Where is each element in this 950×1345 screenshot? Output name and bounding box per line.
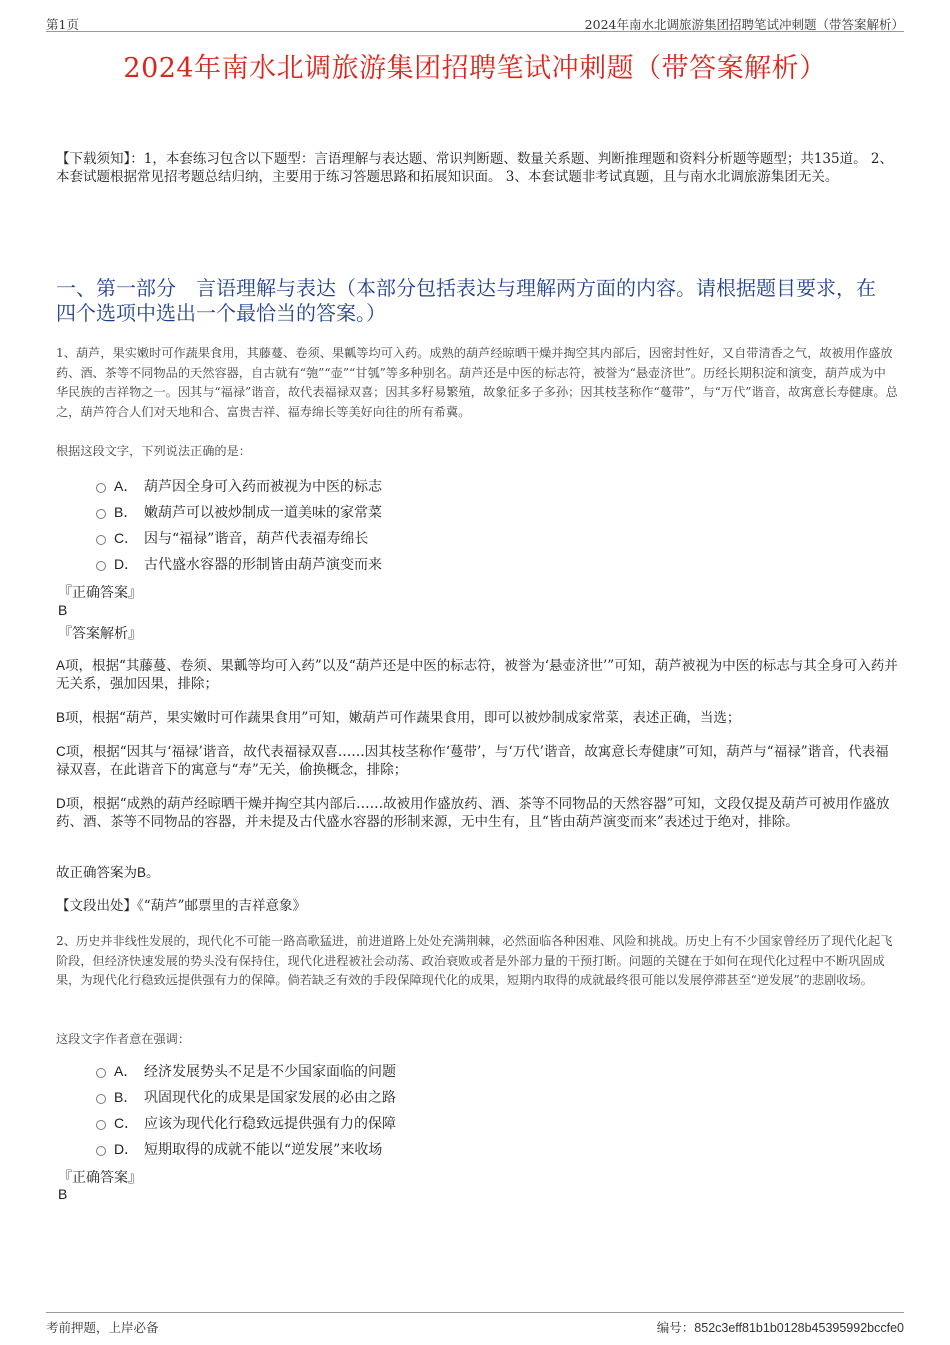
question-1-prompt: 根据这段文字，下列说法正确的是： (56, 444, 251, 458)
question-1-text: 1、葫芦，果实嫩时可作蔬果食用，其藤蔓、卷须、果瓤等均可入药。成熟的葫芦经晾晒干燥并掏空其内部后，因密封性好，又自带清香之气，故被用作盛放药、酒、茶等不同物品的天然容器，自古就有“匏”“壶”“甘瓠”等多种别名。葫芦还是中医的标志符，被誉为“悬壶济世”。历经长期积淀和演变，葫芦成为中华民族的吉祥物之一。因其与“福禄”谐音，故代表福禄双喜；因其多籽易繁殖，故象征多子多孙；因其枝茎称作“蔓带”，与“万代”谐音，故寓意长寿健康。总之，葫芦符合人们对天地和合、富贵吉祥、福寿绵长等美好向往的所有希冀。 (56, 346, 898, 419)
radio-icon[interactable] (96, 483, 106, 493)
analysis-d: D项，根据“成熟的葫芦经晾晒干燥并掏空其内部后……故被用作盛放药、酒、茶等不同物品的天然容器”可知，文段仅提及葫芦可被用作盛放药、酒、茶等不同物品的容器，并未提及古代盛水容器的形制来源，无中生有，且“皆由葫芦演变而来”表述过于绝对，排除。 (56, 796, 890, 830)
document-title: 2024年南水北调旅游集团招聘笔试冲刺题（带答案解析） (123, 53, 827, 84)
option-a[interactable]: A． 葫芦因全身可入药而被视为中医的标志 (96, 473, 382, 499)
answer-value: B (58, 1186, 68, 1202)
download-notice: 【下载须知】：1，本套练习包含以下题型：言语理解与表达题、常识判断题、数量关系题、判断推理题和资料分析题等题型；共135道。 2、本套试题根据常见招考题总结归纳，主要用于练习答题思路和拓展知识面。 3、本套试题非考试真题，且与南水北调旅游集团无关。 (56, 151, 893, 185)
source-citation: 【文段出处】《“葫芦”邮票里的吉祥意象》 (56, 898, 307, 914)
answer-label: 『正确答案』 (58, 585, 142, 601)
radio-icon[interactable] (96, 561, 106, 571)
question-2-prompt: 这段文字作者意在强调： (56, 1032, 191, 1046)
question-1-options (96, 473, 382, 577)
radio-icon[interactable] (96, 1068, 106, 1078)
radio-icon[interactable] (96, 535, 106, 545)
page-number: 第1页 (46, 17, 79, 32)
radio-icon[interactable] (96, 1120, 106, 1130)
radio-icon[interactable] (96, 1146, 106, 1156)
question-2-options (96, 1058, 396, 1162)
option-b[interactable]: B． 嫩葫芦可以被炒制成一道美味的家常菜 (96, 499, 382, 525)
analysis-b: B项，根据“葫芦，果实嫩时可作蔬果食用”可知，嫩葫芦可作蔬果食用，即可以被炒制成家常菜，表述正确，当选； (56, 710, 741, 726)
analysis-label: 『答案解析』 (58, 626, 142, 642)
radio-icon[interactable] (96, 509, 106, 519)
footer-code: 编号：852c3eff81b1b0128b45395992bccfe0 (656, 1320, 904, 1335)
answer-value: B (58, 602, 68, 618)
section-heading: 一、第一部分 言语理解与表达（本部分包括表达与理解两方面的内容。请根据题目要求，在四个选项中选出一个最恰当的答案。） (56, 276, 876, 325)
analysis-c: C项，根据“因其与‘福禄’谐音，故代表福禄双喜……因其枝茎称作‘蔓带’，与‘万代’谐音，故寓意长寿健康”可知，葫芦与“福禄”谐音，代表福禄双喜，在此谐音下的寓意与“寿”无关，偷换概念，排除； (56, 744, 889, 778)
conclusion: 故正确答案为B。 (56, 865, 160, 881)
page-footer (46, 1312, 904, 1336)
radio-icon[interactable] (96, 1094, 106, 1104)
footer-slogan: 考前押题，上岸必备 (46, 1320, 159, 1335)
option-a[interactable]: A． 经济发展势头不足是不少国家面临的问题 (96, 1058, 396, 1084)
answer-label: 『正确答案』 (58, 1170, 142, 1186)
option-b[interactable]: B． 巩固现代化的成果是国家发展的必由之路 (96, 1084, 396, 1110)
option-d[interactable]: D． 古代盛水容器的形制皆由葫芦演变而来 (96, 551, 382, 577)
question-2-text: 2、历史并非线性发展的，现代化不可能一路高歌猛进，前进道路上处处充满荆棘，必然面临各种困难、风险和挑战。历史上有不少国家曾经历了现代化起飞阶段，但经济快速发展的势头没有保持住，现代化进程被社会动荡、政治衰败或者是外部力量的干预打断。问题的关键在于如何在现代化过程中不断巩固成果，为现代化行稳致远提供强有力的保障。倘若缺乏有效的手段保障现代化的成果，短期内取得的成就最终很可能以发展停滞甚至“逆发展”的悲剧收场。 (56, 934, 893, 987)
header-doc-title: 2024年南水北调旅游集团招聘笔试冲刺题（带答案解析） (584, 17, 904, 32)
option-c[interactable]: C． 应该为现代化行稳致远提供强有力的保障 (96, 1110, 396, 1136)
option-d[interactable]: D． 短期取得的成就不能以“逆发展”来收场 (96, 1136, 396, 1162)
page-header (46, 12, 904, 32)
option-c[interactable]: C． 因与“福禄”谐音，葫芦代表福寿绵长 (96, 525, 382, 551)
analysis-a: A项，根据“其藤蔓、卷须、果瓤等均可入药”以及“葫芦还是中医的标志符，被誉为‘悬壶济世’”可知，葫芦被视为中医的标志与其全身可入药并无关系，强加因果，排除； (56, 658, 898, 692)
